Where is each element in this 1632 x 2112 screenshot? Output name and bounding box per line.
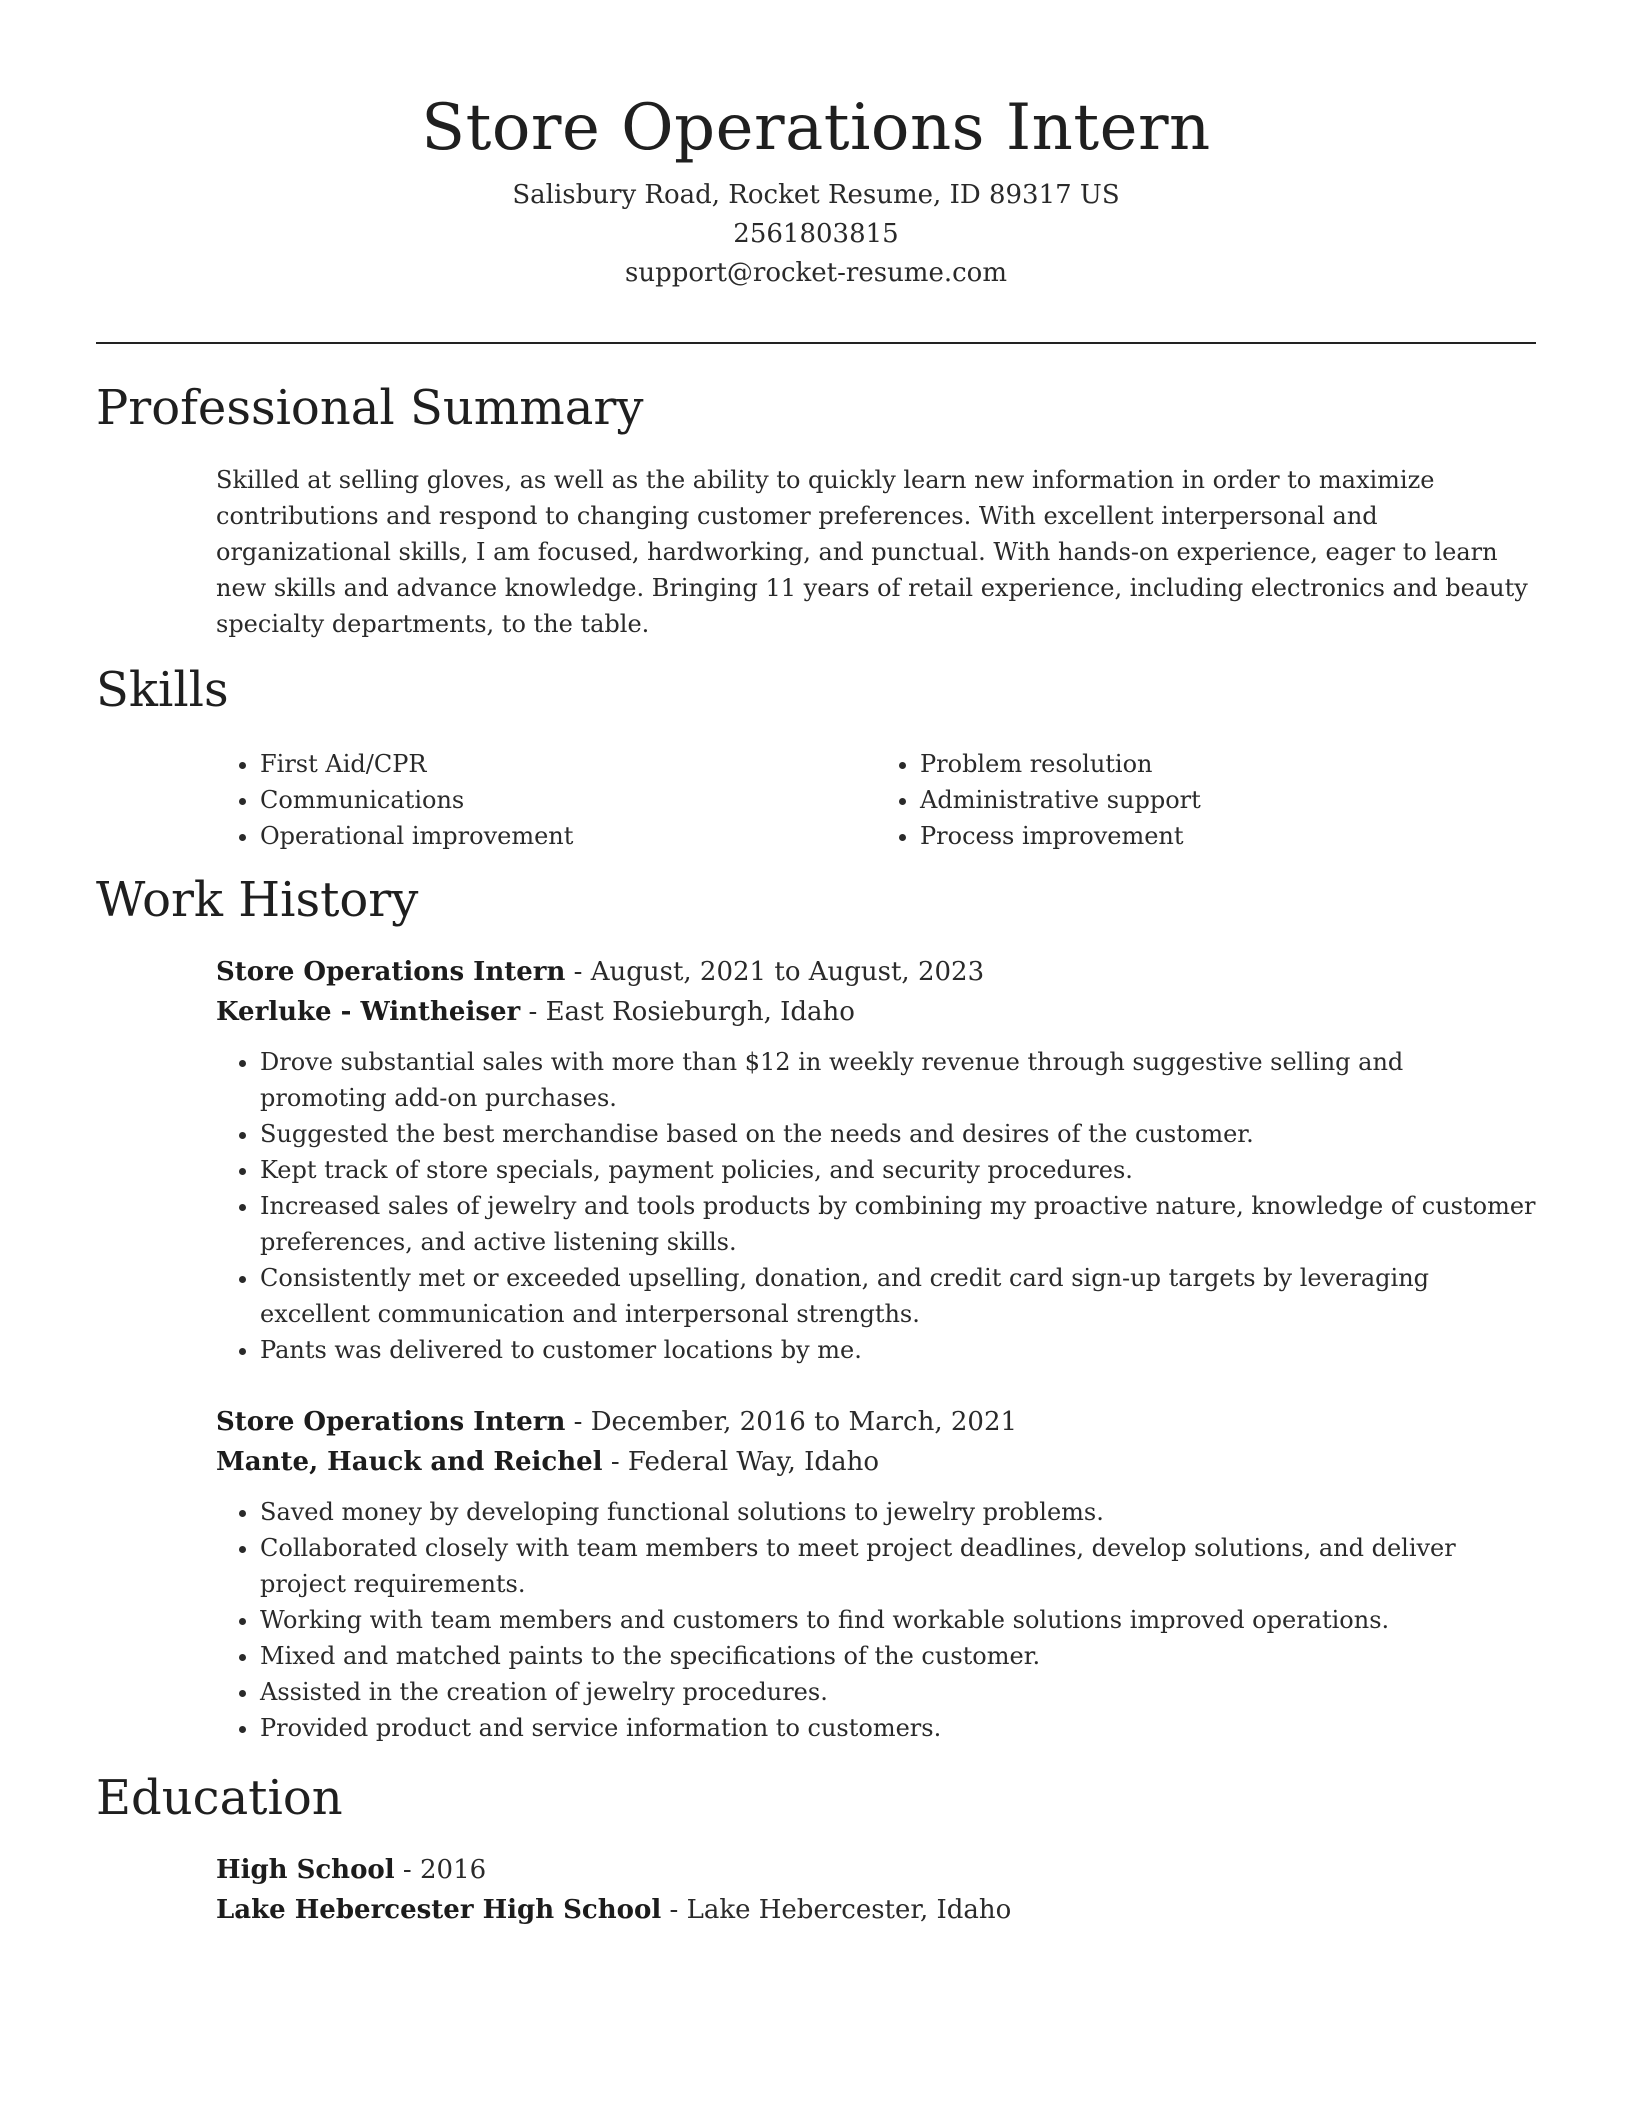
job-title-line <box>216 1402 1536 1442</box>
job-bullet: • Kept track of store specials, payment policies, and security procedures. <box>260 1152 1536 1188</box>
education-separator: - <box>394 1855 420 1885</box>
education-entry <box>216 1850 1536 1930</box>
job-company: Mante, Hauck and Reichel <box>216 1447 603 1477</box>
job-bullets <box>216 1494 1536 1746</box>
job-title-line <box>216 952 1536 992</box>
education-degree: High School <box>216 1855 395 1885</box>
contact-phone: 2561803815 <box>733 219 899 249</box>
education-year: 2016 <box>419 1855 487 1885</box>
job-dates: December, 2016 to March, 2021 <box>590 1407 1018 1437</box>
job-bullet: • Working with team members and customers to find workable solutions improved operations. <box>260 1602 1536 1638</box>
contact-email: support@rocket-resume.com <box>624 258 1007 288</box>
resume-header <box>96 80 1536 293</box>
job-location: East Rosieburgh, Idaho <box>545 997 855 1027</box>
education-location: Lake Hebercester, Idaho <box>686 1895 1012 1925</box>
job-separator: - <box>565 957 591 987</box>
work-history-heading: Work History <box>96 872 419 928</box>
job-bullet: • Consistently met or exceeded upselling, donation, and credit card sign-up targets by leveraging excellent communication and interpersonal strengths. <box>260 1260 1536 1332</box>
job-bullet: • Increased sales of jewelry and tools products by combining my proactive nature, knowledge of customer preferences, and active listening skills. <box>260 1188 1536 1260</box>
skill-item: • Process improvement <box>920 818 1536 854</box>
skills-heading: Skills <box>96 662 229 718</box>
job-bullet: • Saved money by developing functional solutions to jewelry problems. <box>260 1494 1536 1530</box>
skill-item: • Communications <box>260 782 876 818</box>
job-title: Store Operations Intern <box>216 957 566 987</box>
summary-heading: Professional Summary <box>96 380 644 436</box>
skill-item: • First Aid/CPR <box>260 746 876 782</box>
job-location: Federal Way, Idaho <box>627 1447 879 1477</box>
skills-column-right <box>876 746 1536 854</box>
job-bullet: • Drove substantial sales with more than $12 in weekly revenue through suggestive selling and promoting add-on purchases. <box>260 1044 1536 1116</box>
skill-item: • Administrative support <box>920 782 1536 818</box>
job-separator: - <box>602 1447 628 1477</box>
job-company-line <box>216 1442 1536 1482</box>
header-divider <box>96 342 1536 344</box>
job-bullet: • Provided product and service information to customers. <box>260 1710 1536 1746</box>
education-school-line <box>216 1890 1536 1930</box>
education-separator: - <box>661 1895 687 1925</box>
job-bullet: • Suggested the best merchandise based on the needs and desires of the customer. <box>260 1116 1536 1152</box>
job-bullets <box>216 1044 1536 1368</box>
skills-list <box>216 746 1536 854</box>
education-heading: Education <box>96 1770 343 1826</box>
job-entry <box>216 1402 1536 1746</box>
job-bullet: • Pants was delivered to customer locations by me. <box>260 1332 1536 1368</box>
job-bullet: • Mixed and matched paints to the specifications of the customer. <box>260 1638 1536 1674</box>
job-separator: - <box>520 997 546 1027</box>
summary-text: Skilled at selling gloves, as well as the ability to quickly learn new information in order to maximize contributions and respond to changing customer preferences. With excellent interpersonal and organizational skills, I am focused, hardworking, and punctual. With hands-on experience, eager to learn new skills and advance knowledge. Bringing 11 years of retail experience, including electronics and beauty specialty departments, to the table. <box>216 466 1528 638</box>
education-school: Lake Hebercester High School <box>216 1895 662 1925</box>
contact-address: Salisbury Road, Rocket Resume, ID 89317 US <box>512 180 1120 210</box>
job-bullet: • Collaborated closely with team members to meet project deadlines, develop solutions, and deliver project requirements. <box>260 1530 1536 1602</box>
education-degree-line <box>216 1850 1536 1890</box>
job-entry <box>216 952 1536 1368</box>
job-company-line <box>216 992 1536 1032</box>
job-dates: August, 2021 to August, 2023 <box>590 957 985 987</box>
job-title: Store Operations Intern <box>216 1407 566 1437</box>
candidate-name: Store Operations Intern <box>421 91 1211 165</box>
job-company: Kerluke - Wintheiser <box>216 997 521 1027</box>
job-bullet: • Assisted in the creation of jewelry procedures. <box>260 1674 1536 1710</box>
skills-column-left <box>216 746 876 854</box>
skill-item: • Problem resolution <box>920 746 1536 782</box>
job-separator: - <box>565 1407 591 1437</box>
skill-item: • Operational improvement <box>260 818 876 854</box>
